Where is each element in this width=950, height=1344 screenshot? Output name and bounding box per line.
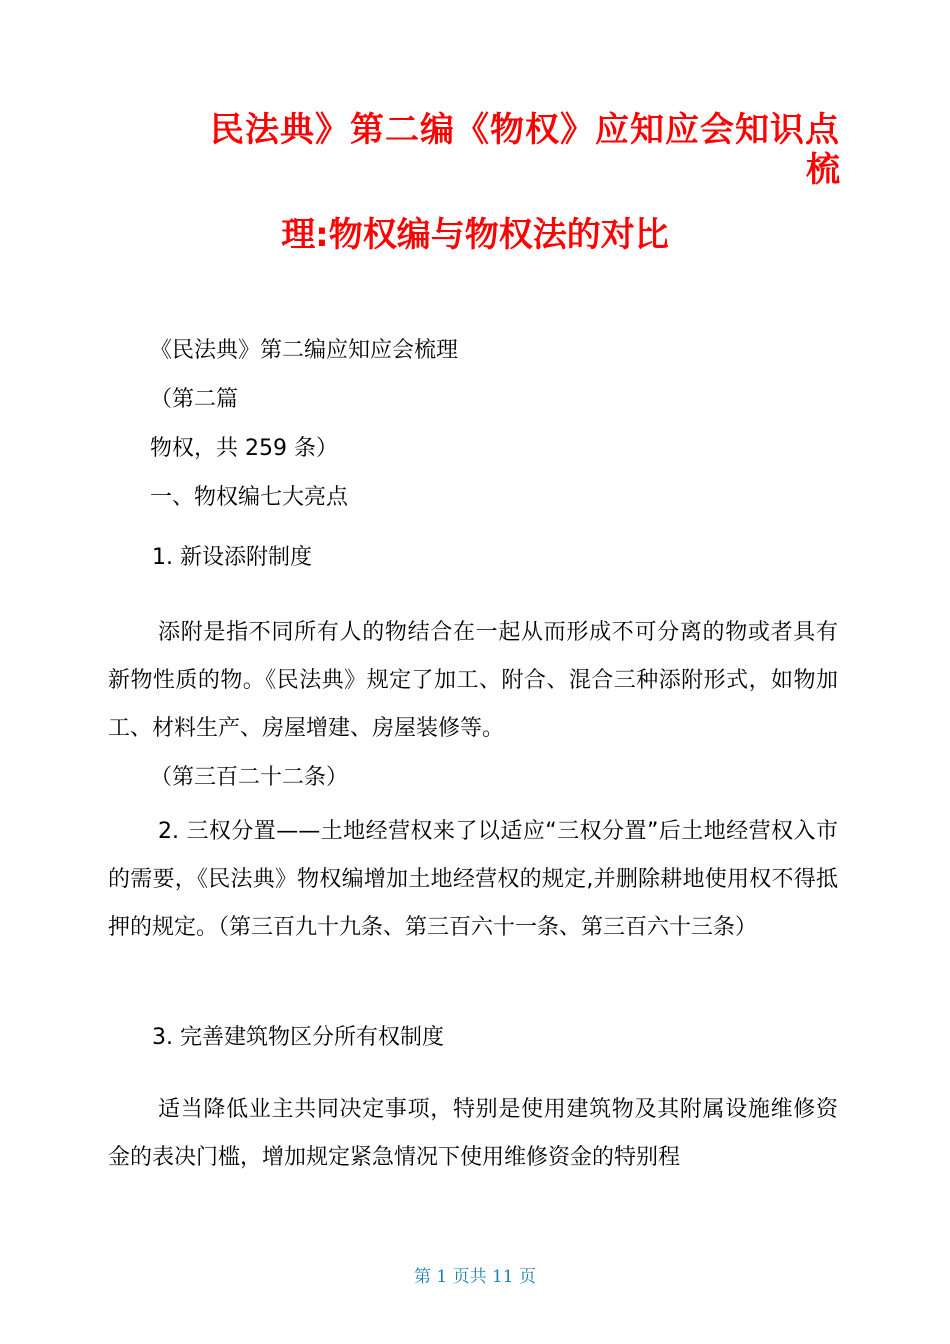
intro-line-2: （第二篇 <box>150 387 239 412</box>
intro-line-1: 《民法典》第二编应知应会梳理 <box>150 338 459 363</box>
item-2-body-text: 2. 三权分置——土地经营权来了以适应“三权分置”后土地经营权入市的需要，《民法典》物权编增加土地经营权的规定,并删除耕地使用权不得抵押的规定。（第三百九十九条、第三百六十一条、第三百六十三条） <box>108 819 838 940</box>
item-1-body-text: 添附是指不同所有人的物结合在一起从而形成不可分离的物或者具有新物性质的物。《民法典》规定了加工、附合、混合三种添附形式，如物加工、材料生产、房屋增建、房屋装修等。 <box>108 620 838 741</box>
section-heading-1: 一、物权编七大亮点 <box>150 485 349 510</box>
document-title-line-1: 民法典》第二编《物权》应知应会知识点 <box>210 110 840 150</box>
document-title-line-2: 梳 <box>806 150 840 190</box>
item-1-reference: （第三百二十二条） <box>150 765 349 790</box>
item-2-body <box>108 808 838 952</box>
item-3-body-text: 适当降低业主共同决定事项，特别是使用建筑物及其附属设施维修资金的表决门槛，增加规定紧急情况下使用维修资金的特别程 <box>108 1097 838 1170</box>
intro-line-3: 物权，共 259 条） <box>150 436 338 461</box>
item-1-title: 1. 新设添附制度 <box>152 545 312 570</box>
item-3-title: 3. 完善建筑物区分所有权制度 <box>152 1025 444 1050</box>
item-3-body <box>108 1086 838 1182</box>
document-title-line-3: 理:物权编与物权法的对比 <box>281 215 669 255</box>
page-footer: 第 1 页共 11 页 <box>413 1267 537 1287</box>
item-1-body <box>108 609 838 753</box>
